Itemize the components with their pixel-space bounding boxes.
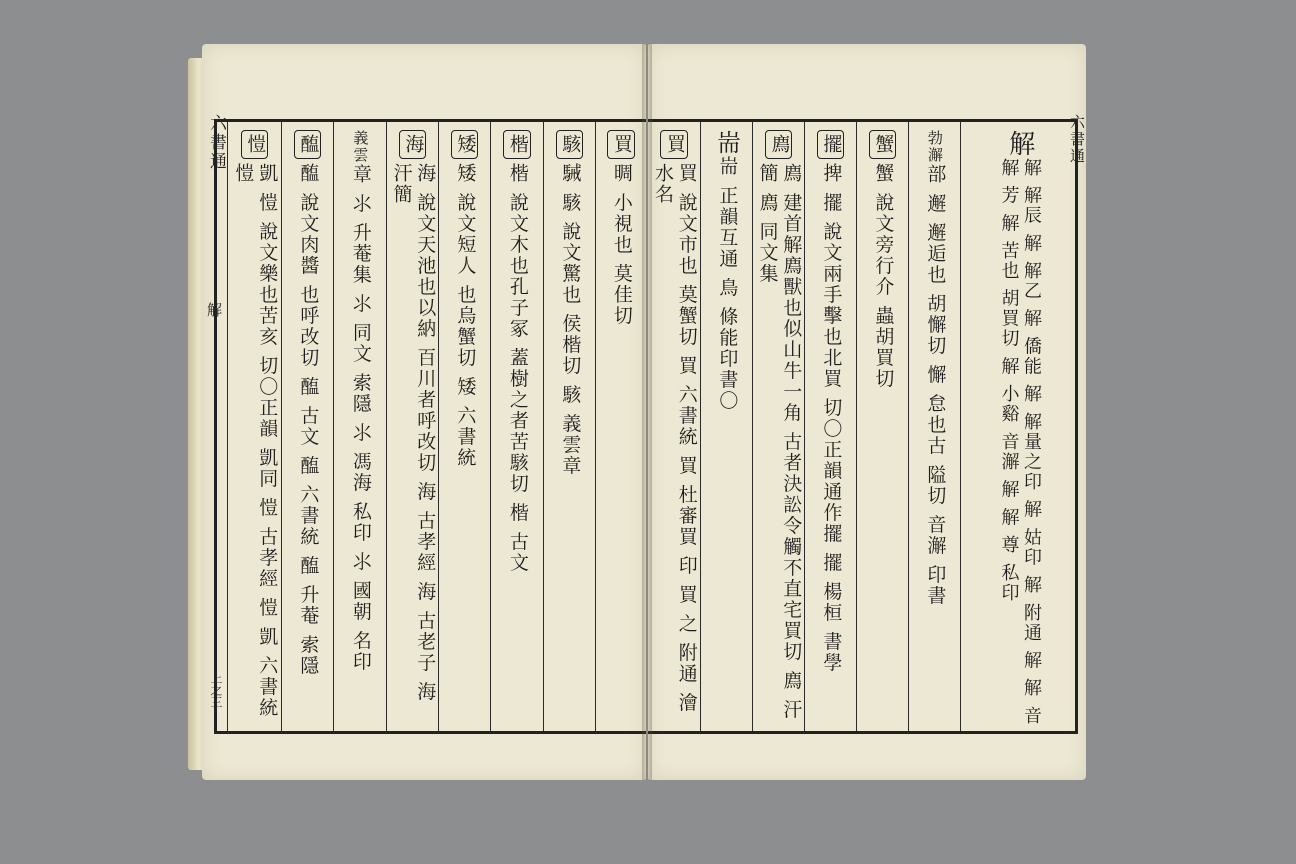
column-head: 勃澥 — [925, 130, 944, 164]
running-title-left: 六書通 — [206, 114, 226, 171]
text-column — [438, 122, 490, 731]
text-column — [490, 122, 543, 731]
column-text: 凱 愷 說文樂也苦亥 切〇正韻 凱同 愷 古孝經 愷 凱 六書統 愷 — [232, 163, 279, 719]
text-column — [281, 122, 333, 731]
column-text: 駴 駭 說文驚也 侯楷切 駭 義雲章 — [559, 163, 582, 477]
column-head: 解 — [1004, 130, 1035, 158]
text-column — [856, 122, 908, 731]
column-head: 買 — [607, 130, 635, 159]
column-head: 耑 — [712, 130, 741, 156]
folio: 上之三 — [209, 672, 223, 708]
text-column — [227, 122, 281, 731]
text-column — [700, 122, 752, 731]
text-column — [908, 122, 960, 731]
column-head: 廌 — [765, 130, 793, 159]
left-text-frame — [214, 119, 646, 734]
column-head: 楷 — [503, 130, 531, 159]
running-title-right: 六書通 — [1068, 114, 1086, 165]
column-text: 耑 正韻互通 鳥 條能印書〇 — [716, 156, 739, 412]
column-head: 駭 — [556, 130, 584, 159]
left-page — [202, 44, 646, 780]
right-page — [648, 44, 1086, 780]
text-column — [960, 122, 1078, 731]
column-text: 醢 說文肉醬 也呼改切 醢 古文 醢 六書統 醢 升菴 索隱 — [297, 163, 320, 677]
column-head: 蟹 — [869, 130, 897, 159]
column-head: 矮 — [451, 130, 479, 159]
column-text: 楷 說文木也孔子冢 蓋樹之者苦駭切 楷 古文 — [506, 163, 529, 574]
column-head: 義雲 — [351, 130, 370, 164]
column-head: 醢 — [294, 130, 322, 159]
column-text: 章 ⺢ 升菴集 ⺢ 同文 索隱 ⺢ 馮海 私印 ⺢ 國朝 名印 — [349, 164, 372, 673]
column-text: 晭 小視也 莫佳切 — [610, 163, 633, 327]
text-column — [543, 122, 595, 731]
column-text: 捭 擺 說文兩手擊也北買 切〇正韻通作擺 擺 楊桓 書學 — [820, 163, 843, 674]
column-text: 部 邂 邂逅也 胡懈切 懈 怠也古 隘切 音澥 印書 — [924, 164, 947, 607]
column-text: 矮 說文短人 也烏蟹切 矮 六書統 — [454, 163, 477, 469]
open-book — [188, 44, 1090, 782]
column-text: 蟹 說文旁行介 蟲胡買切 — [872, 163, 895, 390]
column-text: 買 說文市也 莫蟹切 買 六書統 買 杜審買 印 買 之 附通 澮 水名 — [652, 163, 698, 714]
column-text: 廌 建首解廌獸也似山牛一角 古者決訟令觸不直宅買切 廌 汗簡 廌 同文集 — [756, 163, 803, 721]
column-head: 愷 — [241, 130, 269, 159]
column-head: 擺 — [817, 130, 845, 159]
text-column — [386, 122, 438, 731]
column-head: 買 — [660, 130, 688, 159]
text-column — [595, 122, 646, 731]
column-text: 海 說文天池也以納 百川者呼改切 海 古孝經 海 古老子 海 汗簡 — [390, 163, 437, 703]
column-text: 解 解辰 解 解乙 解 僑能 解 解量之印 解 姑印 解 附通 解 解 音 解 芳 解 苦也 胡買切 解 小谿 音澥 解 解 尊 私印 — [998, 158, 1042, 727]
right-text-frame — [648, 119, 1078, 734]
text-column — [804, 122, 856, 731]
text-column — [333, 122, 386, 731]
text-column — [752, 122, 804, 731]
book-gutter — [642, 44, 652, 780]
section-marker: 解 — [205, 302, 223, 319]
text-column — [648, 122, 700, 731]
column-head: 海 — [399, 130, 427, 159]
